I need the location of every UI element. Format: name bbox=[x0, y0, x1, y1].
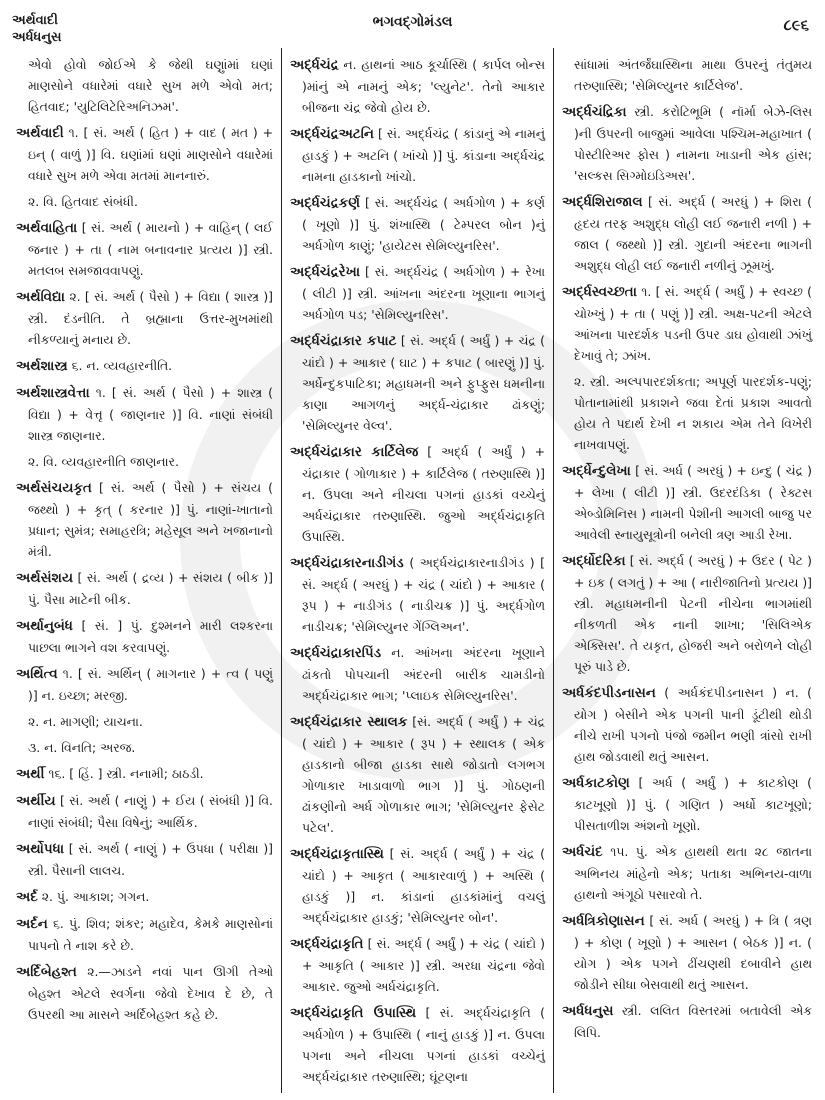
dictionary-entry bbox=[562, 460, 812, 545]
headword: અર્થશાસ્ત્રવેત્તા bbox=[16, 385, 90, 401]
dictionary-entry bbox=[290, 933, 545, 997]
definition-text: [ સં. અર્દ્ધ ( અર્ધું ) + ચંદ્ર ( ચાંદો ) + આકાર ( ઘાટ ) + કપાટ ( બારણું )] પું. અર્ધેન્દુકપાટિકા; મહાધમની અને ફુપ્ફુસ ધમનીના કાણા આગળનું અર્દ્ધ-ચંદ્રાકાર ઢાંકણું; 'સેમિલ્યુનર વેલ્વ'. bbox=[302, 333, 545, 433]
headword: અર્દ્ધચંદ્રાકૃતાસ્થિ bbox=[290, 846, 384, 862]
definition-text: [ સં. અર્થ ( નાણું ) + ઉપધા ( પરીક્ષા )] સ્ત્રી. પૈસાની લાલચ. bbox=[28, 841, 273, 878]
headword: અર્દ bbox=[16, 889, 38, 905]
guide-word-first: અર્થવાદી bbox=[12, 13, 58, 28]
sense-entry bbox=[16, 191, 273, 212]
definition-text: ૨. વિ. વ્યવહારનીતિ જાણનાર. bbox=[28, 454, 179, 469]
headword: અર્ધચંદ bbox=[562, 844, 603, 860]
dictionary-entry bbox=[16, 790, 273, 833]
definition-text: [ સં. અર્ધ ( અરધું ) + ત્રિ ( ત્રણ ) + કોણ ( ખૂણો ) + આસન ( બેઠક )] ન. ( યોગ ) એક પગને ઢીંચણથી દબાવીને હાથ જોડીને સીધા બેસવાથી થતું આસન. bbox=[574, 913, 812, 992]
definition-text: [ અર્દ્ધ ( અર્ધું ) + ચંદ્રાકાર ( ગોળાકાર ) + કાર્ટિલેજ ( તરુણાસ્થિ )] ન. ઉપલા અને નીચલા પગનાં હાડકાં વચ્ચેનું અર્ધચંદ્રાકાર તરુણાસ્થિ. જુઓ અર્દ્ધચંદ્રાકૃતિ ઉપાસ્થિ. bbox=[302, 444, 545, 544]
definition-text: [ સં. ] પું. દુશ્મનને મારી લશ્કરના પાછલા ભાગને વશ કરવાપણું. bbox=[28, 618, 273, 655]
headword: અર્દ્ધચંદ્રાકૃતિ ઉપાસ્થિ bbox=[290, 1005, 417, 1021]
definition-text: [ સં. અર્દ્ધચંદ્ર ( અર્ધગોળ ) + રેખા ( લીટી )] સ્ત્રી. આંખના અંદરના ખૂણાના ભાગનું અર્ધગોળ પડ; 'સેમિલ્યુનરિસ'. bbox=[302, 264, 545, 322]
dictionary-entry bbox=[290, 1002, 545, 1087]
headword: અર્દ્ધચંદ્રકર્ણ bbox=[290, 195, 360, 211]
headword: અર્ધધનુસ bbox=[562, 1003, 614, 1019]
definition-text: [ સં. અર્દ્ધ ( અર્ધું ) + ચંદ્ર ( ચાંદો ) + આકૃતિ ( આકાર )] સ્ત્રી. અરધા ચંદ્રના જેવો આકાર. જુઓ અર્ધચંદ્રાકૃતિ. bbox=[302, 936, 545, 994]
headword: અર્થીય bbox=[16, 793, 56, 809]
definition-text: [ સં. અર્દ્ધચંદ્ર ( અર્ધગોળ ) + કર્ણ ( ખૂણો )] પું. શંખાસ્થિ ( ટેમ્પરલ બોન )નું અર્ધગોળ કાણું; 'હાયેટસ સેમિલ્યુનરિસ'. bbox=[302, 195, 545, 253]
dictionary-columns bbox=[8, 48, 820, 1093]
headword: અર્દ્ધેન્દુલેખા bbox=[562, 463, 631, 479]
headword: અર્દ્ધચંદ્રઅટનિ bbox=[290, 126, 374, 142]
sense-entry bbox=[16, 711, 273, 732]
definition-text: ૧૫. પું. એક હાથથી થતા ૨૮ જાતના અભિનય માંહેનો એક; પતાકા અભિનય-વાળા હાથનો અંગૂઠો પસારવો તે. bbox=[574, 844, 812, 902]
definition-text: સ્ત્રી. કરોટિભૂમિ ( નૉર્મા બેઝે-લિસ )ની ઉપરની બાજુમાં આવેલા પશ્ચિમ-મહાખાત ( પોસ્ટીરિઅર ફોસ ) નામના ખાડાની એક હાંસ; 'સલ્કસ સિગ્મોઇડિઅસ'. bbox=[574, 104, 812, 183]
definition-text: [ સં. અર્દ્ધ ( અરધું ) + શિરા ( હૃદય તરફ અશુદ્ધ લોહી લઈ જનારી નળી ) + જાલ ( જથ્થો )] સ્ત્રી. ગુદાની અંદરના ભાગની અશુદ્ધ લોહી લઈ જનારી નળીનું ઝૂમખું. bbox=[574, 194, 812, 273]
headword: અર્દ્ધચંદ્રાકૃતિ bbox=[290, 936, 364, 952]
dictionary-entry bbox=[562, 772, 812, 836]
column-2 bbox=[281, 48, 554, 1093]
definition-text: [ સં. અર્થ ( નાણું ) + ઈય ( સંબંધી )] વિ. નાણાં સંબંધી; પૈસા વિષેનું; આર્થિક. bbox=[28, 793, 273, 830]
dictionary-entry bbox=[290, 261, 545, 325]
definition-text: ૨. ન. માગણી; યાચના. bbox=[28, 714, 143, 729]
dictionary-entry bbox=[16, 286, 273, 350]
dictionary-entry bbox=[16, 763, 273, 785]
definition-text: એવો હોવો જોઈએ કે જેથી ઘણુાંમાં ઘણાં માણસોને વધારેમાં વધારે સુખ મળે એવો મત; હિતવાદ; 'યુટિલિટેરિઅનિઝમ'. bbox=[28, 57, 273, 114]
dictionary-entry bbox=[562, 841, 812, 905]
headword: અર્દ્ધચંદ્રાકાર કપાટ bbox=[290, 333, 397, 349]
dictionary-entry bbox=[290, 711, 545, 838]
definition-text: ૧. [ સં. અર્દ્ધ ( અર્ધું ) + સ્વચ્છ ( ચોખ્ખું ) + તા ( પણું )] સ્ત્રી. અક્ષ-પટની એટલે આંખના પારદર્શક પડની ઉપર ડાઘ હોવાથી ઝાંખું દેખાવું તે; ઝાંખ. bbox=[574, 284, 812, 363]
headword: અર્થશાસ્ત્ર bbox=[16, 358, 68, 374]
definition-text: [ સં. અર્થ ( માયનો ) + વાહિન્ ( લઈ જનાર ) + તા ( નામ બનાવનાર પ્રત્યય )] સ્ત્રી. મતલબ સમજાવવાપણું. bbox=[28, 220, 273, 278]
definition-text: ન. આંખના અંદરના ખૂણાને ઢાંકતો પોપચાની અંદરની બારીક ચામડીનો અર્દ્ધચંદ્રાકાર ભાગ; 'પ્લાઇક સેમિલ્યુનરિસ'. bbox=[302, 645, 545, 703]
dictionary-entry bbox=[16, 122, 273, 186]
dictionary-entry bbox=[16, 913, 273, 956]
guide-word-last: અર્ધધનુસ bbox=[12, 30, 62, 45]
sense-entry bbox=[16, 451, 273, 472]
dictionary-entry bbox=[562, 550, 812, 677]
dictionary-entry bbox=[290, 123, 545, 187]
definition-text: [ સં. અર્દ્ધ ( અર્ધું ) + ચંદ્ર ( ચાંદો ) + આકૃત ( આકારવાળું ) + અસ્થિ ( હાડકું )] ન. કાંડાનાં હાડકાંમાંનું વચલું અર્દ્ધચંદ્રાકાર હાડકું; 'સેમિલ્યુનર બોન'. bbox=[302, 846, 545, 925]
headword: અર્ધકાટકોણ bbox=[562, 775, 630, 791]
dictionary-entry bbox=[290, 330, 545, 436]
definition-text: સ્ત્રી. લલિત વિસ્તરમાં બતાવેલી એક લિપિ. bbox=[574, 1003, 812, 1040]
dictionary-entry bbox=[562, 682, 812, 767]
headword: અર્દ્ધચંદ્રાકાર કાર્ટિલેજ bbox=[290, 444, 419, 460]
dictionary-entry bbox=[16, 961, 273, 1025]
headword: અર્થાનુબંધ bbox=[16, 618, 73, 634]
definition-text: [ સં. અર્થ ( પૈસો ) + સંચય ( જથ્થો ) + કૃત્ ( કરનાર )] પું. નાણાં-ખાતાનો પ્રધાન; સુમંત્ર; સમાહરત્રિ; મહેસૂલ અને ખજાનાનો મંત્રી. bbox=[28, 480, 273, 559]
headword: અર્દ્ધચંદ્રરેખા bbox=[290, 264, 361, 280]
dictionary-entry bbox=[562, 281, 812, 366]
headword: અર્દિબેહશ્ત bbox=[16, 964, 77, 980]
dictionary-entry bbox=[290, 192, 545, 256]
dictionary-entry bbox=[16, 663, 273, 706]
headword: અર્થસંશય bbox=[16, 570, 73, 586]
headword: અર્દ્ધશિરાજાલ bbox=[562, 194, 643, 210]
headword: અર્દ્ધચંદ્ર bbox=[290, 57, 339, 73]
definition-text: ૧. [ સં. અર્થ ( હિત ) + વાદ ( મત ) + ઇન્ ( વાળું )] વિ. ઘણાંમાં ઘણાં માણસોને વધારેમાં વધારે સુખ મળે એવા મતમાં માનનારું. bbox=[28, 125, 273, 183]
dictionary-entry bbox=[290, 441, 545, 547]
definition-text: સાંધામાં અંતર્જંઘાસ્થિના માથા ઉપરનું તંતુમય તરુણાસ્થિ; 'સેમિલ્યુનર કાર્ટિલેજ'. bbox=[574, 57, 812, 93]
headword: અર્થિત્વ bbox=[16, 666, 58, 682]
definition-text: [ સં. અર્દ્ધચંદ્રાકૃતિ ( અર્ધગોળ ) + ઉપાસ્થિ ( નાનું હાડકું )] ન. ઉપલા પગના અને નીચલા પગનાં હાડકાં વચ્ચેનું અર્દ્ધચંદ્રાકાર તરુણાસ્થિ; ઘૂંટણના bbox=[302, 1005, 545, 1084]
dictionary-entry bbox=[290, 54, 545, 118]
definition-text: [ સં. અર્દ્ધ ( અરધું ) + ઉદર ( પેટ ) + ઇક ( લગતું ) + આ ( નારીજાતિનો પ્રત્યય )] સ્ત્રી. મહાધમનીની પેટની નીચેના ભાગમાંથી નીકળતી એક નાની શાખા; 'સિલિએક એક્સિસ'. તે યકૃત, હોજરી અને બરોળને લોહી પૂરું પાડે છે. bbox=[574, 553, 812, 674]
headword: અર્દ્ધચંદ્રાકાર સ્થાલક bbox=[290, 714, 408, 730]
sense-entry bbox=[16, 737, 273, 758]
page-number: ૮૯૬ bbox=[783, 16, 809, 34]
dictionary-entry bbox=[16, 355, 273, 377]
dictionary-entry bbox=[562, 1000, 812, 1043]
column-1 bbox=[8, 48, 281, 1093]
definition-text: ૨.—ઝાડને નવાં પાન ઊગી તેઓ બેહશ્ત એટલે સ્વર્ગના જેવો દેખાવ દે છે, તે ઉપરથી આ માસને અર્દિબેહશ્ત કહે છે. bbox=[28, 964, 273, 1022]
headword: અર્દ્ધસ્વચ્છતા bbox=[562, 284, 637, 300]
headword: અર્થસંચયકૃત bbox=[16, 480, 92, 496]
definition-text: [ અર્ધ ( અર્ધું ) + કાટકોણ ( કાટખૂણો )] પું. ( ગણિત ) અર્ધો કાટખૂણો; પીસતાળીશ અંશનો ખૂણો. bbox=[574, 775, 812, 833]
column-3 bbox=[554, 48, 820, 1093]
dictionary-entry bbox=[16, 838, 273, 881]
dictionary-entry bbox=[16, 567, 273, 610]
definition-text: ૨. [ સં. અર્થ ( પૈસો ) + વિદ્યા ( શાસ્ત્ર )] સ્ત્રી. દંડનીતિ. તે બ્રહ્માના ઉત્તર-મુખમાંથી નીકળ્યાનું મનાય છે. bbox=[28, 289, 273, 347]
dictionary-entry bbox=[290, 642, 545, 706]
definition-text: ૬. ન. વ્યવહારનીતિ. bbox=[71, 358, 173, 373]
dictionary-entry bbox=[16, 382, 273, 446]
dictionary-entry bbox=[16, 217, 273, 281]
headword: અર્થોપધા bbox=[16, 841, 65, 857]
headword: અર્દન bbox=[16, 916, 48, 932]
headword: અર્થવાહિતા bbox=[16, 220, 78, 236]
definition-text: ૧. [ સં. અર્થ ( પૈસો ) + શાસ્ત્ર ( વિદ્યા ) + વેત્તૃ ( જાણનાર )] વિ. નાણાં સંબંધી શાસ્ત્ર જાણનાર. bbox=[28, 385, 273, 443]
dictionary-entry bbox=[562, 101, 812, 186]
definition-text: ૧૬. [ હિં. ] સ્ત્રી. નનામી; ઠાઠડી. bbox=[48, 766, 204, 781]
sense-entry bbox=[562, 371, 812, 455]
book-title: ભગવદ્ગોમંડલ bbox=[372, 14, 453, 30]
definition-text: ૧. [ સં. અર્થિન્ ( માગનાર ) + ત્વ ( પણું )] ન. ઇચ્છા; મરજી. bbox=[28, 666, 273, 703]
headword: અર્થવિદ્યા bbox=[16, 289, 65, 305]
headword: અર્ધકંદપીડનાસન bbox=[562, 685, 656, 701]
continued-entry bbox=[562, 54, 812, 96]
headword: અર્દ્ધચંદ્રાકારનાડીગંડ bbox=[290, 555, 404, 571]
definition-text: ૬. પું. શિવ; શંકર; મહાદેવ, કેમકે માણસોનાં પાપનો તે નાશ કરે છે. bbox=[28, 916, 273, 953]
headword: અર્ધત્રિકોણાસન bbox=[562, 913, 645, 929]
dictionary-entry bbox=[562, 910, 812, 995]
definition-text: [ સં. અર્ધ ( અરધું ) + ઇન્દુ ( ચંદ્ર ) + લેખા ( લીટી )] સ્ત્રી. ઉદરદંડિકા ( રેક્ટસ એબ્ડોમિનિસ ) નામની પેશીની આગલી બાજુ પર આવેલી સ્નાયુસૂત્રોની બનેલી ત્રણ આડી રેખા. bbox=[574, 463, 812, 542]
definition-text: ( અર્દ્ધચંદ્રાકારનાડીગંડ ) [ સં. અર્દ્ધ ( અરધું ) + ચંદ્ર ( ચાંદો ) + આકાર ( રૂપ ) + નાડીગંડ ( નાડીચક્ર )] પું. અર્દ્ધગોળ નાડીચક્ર; 'સેમિલ્યુનર ગેંગ્લિઅન'. bbox=[302, 555, 545, 634]
headword: અર્દ્ધચંદ્રાકારપિંડ bbox=[290, 645, 382, 661]
definition-text: ૩. ન. વિનતિ; અરજ. bbox=[28, 740, 136, 755]
definition-text: [ સં. અર્દ્ધચંદ્ર ( કાંડાનું એ નામનું હાડકું ) + અટનિ ( ખાંચો )] પું. કાંડાના અર્દ્ધચંદ્ર નામના હાડકાનો ખાંચો. bbox=[302, 126, 545, 184]
headword: અર્થવાદી bbox=[16, 125, 64, 141]
definition-text: [સં. અર્દ્ધ ( અર્ધું ) + ચંદ્ર ( ચાંદો ) + આકાર ( રૂપ ) + સ્થાલક ( એક હાડકાનો બીજા હાડકા સાથે જોડાતો લગભગ ગોળાકાર ખાડાવાળો ભાગ )] પું. ગોઠણની ઢાંકણીનો અર્ધ ગોળાકાર ભાગ; 'સેમિલ્યુનર ફેસેટ પટેલ'. bbox=[302, 714, 545, 835]
dictionary-entry bbox=[290, 552, 545, 637]
dictionary-entry bbox=[290, 843, 545, 928]
dictionary-entry bbox=[16, 615, 273, 658]
continued-entry bbox=[16, 54, 273, 117]
definition-text: ન. હાથનાં આઠ કૂર્ચાસ્થિ ( કાર્પલ બોન્સ )માંનું એ નામનું એક; 'લ્યુનેટ'. તેનો આકાર બીજના ચંદ્ર જેવો હોય છે. bbox=[302, 57, 545, 115]
definition-text: ૨. પું. આકાશ; ગગન. bbox=[41, 889, 150, 904]
page-header bbox=[0, 0, 825, 54]
headword: અર્દ્ધચંદ્રિકા bbox=[562, 104, 627, 120]
dictionary-entry bbox=[16, 477, 273, 562]
headword: અર્દ્ધોદરિકા bbox=[562, 553, 626, 569]
headword: અર્થી bbox=[16, 766, 45, 782]
dictionary-entry bbox=[562, 191, 812, 276]
definition-text: [ સં. અર્થ ( દ્રવ્ય ) + સંશય ( બીક )] પું. પૈસા માટેની બીક. bbox=[28, 570, 273, 607]
dictionary-entry bbox=[16, 886, 273, 908]
definition-text: ૨. સ્ત્રી. અલ્પપારદર્શકતા; અપૂર્ણ પારદર્શક-પણું; પોતાનામાંથી પ્રકાશને જવા દેતાં પ્રકાશ આવતો હોય તે પદાર્થ દેખી ન શકાય એમ તેને વિખેરી નાખવાપણું. bbox=[574, 374, 812, 452]
definition-text: ( અર્ધકંદપીડનાસન ) ન. ( યોગ ) બેસીને એક પગની પાની ડૂંટીથી થોડી નીચે રાખી પગનો પંજો જમીન ભણી ત્રાંસો રાખી હાથ જોડવાથી થતું આસન. bbox=[574, 685, 812, 764]
definition-text: ૨. વિ. હિતવાદ સંબંધી. bbox=[28, 194, 138, 209]
